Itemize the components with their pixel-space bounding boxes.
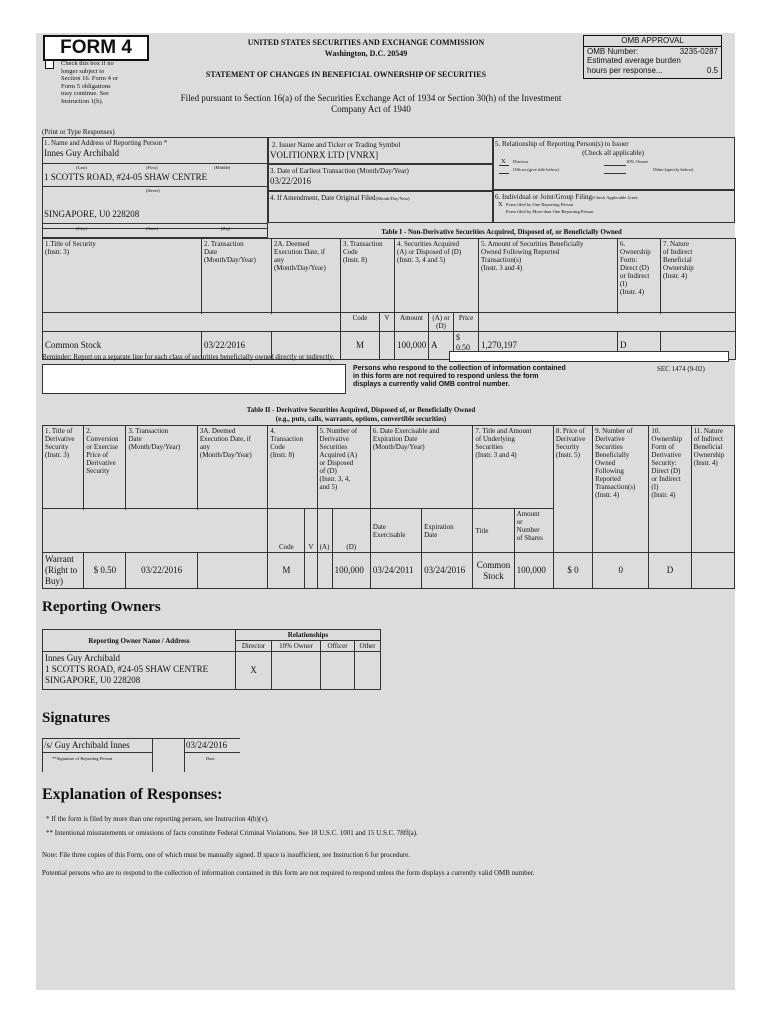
explanation-heading: Explanation of Responses:	[42, 786, 223, 803]
table2-col-code: 4. Transaction Code (Instr. 8)	[268, 426, 317, 509]
box4-sub: (Month/Day/Year)	[375, 196, 410, 201]
t1-row-amount[interactable]: 100,000	[395, 332, 429, 360]
sec-number: SEC 1474 (9-02)	[657, 365, 705, 373]
signature-value[interactable]: /s/ Guy Archibald Innes	[44, 740, 130, 750]
signature-date[interactable]: 03/24/2016	[186, 740, 228, 750]
omb-hours-value: 0.5	[706, 65, 718, 75]
city-state-zip[interactable]: SINGAPORE, U0 228208	[44, 209, 140, 219]
middle-label: (Middle)	[214, 165, 231, 170]
table2-col-conversion: 2. Conversion or Exercise Price of Derivative Security	[84, 426, 126, 509]
table2-col-underlying: 7. Title and Amount of Underlying Securities (Instr. 3 and 4)	[473, 426, 553, 509]
explanation-note4: Potential persons who are to respond to the collection of information contained in this form are not required to respond unless the form displays a currently valid OMB number.	[42, 869, 535, 877]
omb-approval-box	[583, 35, 722, 79]
city-label: (City)	[76, 226, 87, 231]
t2-row-title[interactable]: Warrant (Right to Buy)	[43, 553, 84, 589]
t1-row-owned[interactable]: 1,270,197	[479, 332, 618, 360]
t2-row-date[interactable]: 03/22/2016	[126, 553, 197, 589]
box3-label: 3. Date of Earliest Transaction (Month/Day/Year)	[270, 167, 409, 175]
table1-col-date: 2. Transaction Date (Month/Day/Year)	[202, 239, 272, 313]
table2-sub-code: Code	[268, 509, 305, 553]
t2-row-exercisable[interactable]: 03/24/2011	[370, 553, 421, 589]
form-label: FORM 4	[43, 35, 149, 61]
table2-sub-v: V	[305, 509, 317, 553]
ten-percent-owner-label: 10% Owner	[626, 159, 649, 164]
table2-col-date: 3. Transaction Date (Month/Day/Year)	[126, 426, 197, 509]
t1-row-form[interactable]: D	[618, 332, 661, 360]
ro-row-name[interactable]: Innes Guy Archibald 1 SCOTTS ROAD, #24-05 SHAW CENTRE SINGAPORE, U0 228208	[43, 652, 236, 690]
director-mark[interactable]: X	[501, 158, 506, 165]
omb-hours-label: hours per response...	[587, 65, 663, 75]
table1-sub-price: Price	[454, 313, 479, 332]
state-label: (State)	[146, 226, 159, 231]
reminder-input-large[interactable]	[42, 364, 346, 394]
other-label: Other (specify below)	[653, 167, 694, 172]
reminder-text: Reminder: Report on a separate line for each class of securities beneficially owned directly or indirectly.	[42, 353, 335, 361]
table2-col-exercisable: 6. Date Exercisable and Expiration Date (Month/Day/Year)	[370, 426, 473, 509]
reminder-input[interactable]	[449, 351, 729, 362]
last-label: (Last)	[76, 165, 87, 170]
first-label: (First)	[146, 165, 158, 170]
more-person-label: Form filed by More than One Reporting Person	[506, 209, 594, 214]
earliest-transaction-date[interactable]: 03/22/2016	[270, 176, 312, 186]
t1-row-v[interactable]	[380, 332, 395, 360]
table1-sub-amount: Amount	[395, 313, 429, 332]
table2-col-nature: 11. Nature of Indirect Beneficial Ownership (Instr. 4)	[691, 426, 734, 553]
box4-label: 4. If Amendment, Date Original Filed(Month/Day/Year)	[270, 194, 410, 202]
table2-subtitle: (e.g., puts, calls, warrants, options, convertible securities)	[275, 415, 447, 423]
commission-location: Washington, D.C. 20549	[324, 49, 408, 58]
table2-sub-d: (D)	[332, 509, 370, 553]
t1-row-date[interactable]: 03/22/2016	[202, 332, 272, 360]
one-person-mark[interactable]: X	[498, 201, 503, 208]
commission-name: UNITED STATES SECURITIES AND EXCHANGE COMMISSION	[247, 38, 485, 47]
table1-col-nature: 7. Nature of Indirect Beneficial Ownership (Instr. 4)	[661, 239, 736, 313]
print-type-note: (Print or Type Responses)	[42, 128, 115, 136]
zip-label: (Zip)	[221, 226, 231, 231]
filed-pursuant-line2: Company Act of 1940	[331, 104, 411, 114]
t1-row-title[interactable]: Common Stock	[43, 332, 202, 360]
ro-col-officer: Officer	[321, 641, 355, 652]
table2-col-deemed: 3A. Deemed Execution Date, if any (Month/Day/Year)	[197, 426, 267, 509]
reporting-person-name[interactable]: Innes Guy Archibald	[44, 148, 119, 158]
table1-col-code: 3. Transaction Code (Instr. 8)	[341, 239, 395, 313]
t2-row-deriv-price[interactable]: $ 0	[553, 553, 592, 589]
box5-label: 5. Relationship of Reporting Person(s) to Issuer	[495, 140, 629, 148]
table1-sub-code: Code	[341, 313, 380, 332]
table-row	[43, 553, 735, 589]
t2-row-deemed[interactable]	[197, 553, 267, 589]
officer-label: Officer (give title below)	[513, 167, 559, 172]
table1-col-acquired: 4. Securities Acquired (A) or Disposed of (D) (Instr. 3, 4 and 5)	[395, 239, 479, 313]
t1-row-aord[interactable]: A	[429, 332, 454, 360]
t2-row-nature[interactable]	[691, 553, 734, 589]
t2-row-expiration[interactable]: 03/24/2016	[422, 553, 473, 589]
ro-col-director: Director	[236, 641, 272, 652]
omb-number-value: 3235-0287	[679, 46, 718, 56]
table1-col-owned: 5. Amount of Securities Beneficially Owned Following Reported Transaction(s) (Instr. 3 and 4)	[479, 239, 618, 313]
table1-col-form: 6. Ownership Form: Direct (D) or Indirect (I) (Instr. 4)	[618, 239, 661, 313]
explanation-note3: Note: File three copies of this Form, one of which must be manually signed. If space is insufficient, see Instruction 6 for procedure.	[42, 851, 411, 859]
t2-row-underlying-title[interactable]: Common Stock	[473, 553, 514, 589]
box6-label: 6. Individual or Joint/Group Filing(Check Applicable Line)	[495, 193, 638, 201]
omb-number-label: OMB Number:	[587, 46, 639, 56]
form-page	[36, 33, 735, 990]
signature-label: **Signature of Reporting Person	[52, 756, 113, 761]
table2	[42, 425, 735, 589]
table1	[42, 238, 736, 360]
table2-sub-exercisable: Date Exercisable	[370, 509, 421, 553]
director-label: Director	[513, 159, 529, 164]
table2-col-price: 8. Price of Derivative Security (Instr. 5)	[553, 426, 592, 553]
t2-row-d[interactable]: 100,000	[332, 553, 370, 589]
box1-label: 1. Name and Address of Reporting Person *	[44, 139, 168, 147]
box2-label: 2. Issuer Name and Ticker or Trading Symbol	[272, 141, 401, 149]
table-row	[43, 652, 381, 690]
table1-title: Table I - Non-Derivative Securities Acquired, Disposed of, or Beneficially Owned	[381, 228, 622, 236]
table2-sub-amount: Amount or Number of Shares	[514, 509, 553, 553]
omb-title: OMB APPROVAL	[584, 36, 721, 47]
t2-row-a[interactable]	[317, 553, 332, 589]
table2-col-title: 1. Title of Derivative Security (Instr. 3)	[43, 426, 84, 509]
ro-row-director[interactable]: X	[236, 652, 272, 690]
ro-row-other[interactable]	[355, 652, 381, 690]
t2-row-underlying-amount[interactable]: 100,000	[514, 553, 553, 589]
table1-sub-aord: (A) or (D)	[429, 313, 454, 332]
statement-title: STATEMENT OF CHANGES IN BENEFICIAL OWNERSHIP OF SECURITIES	[205, 70, 487, 79]
box5-sub: (Check all applicable)	[582, 149, 644, 157]
persons-note: Persons who respond to the collection of information contained in this form are not required to respond unless the form displays a currently valid OMB control number.	[353, 365, 566, 388]
table2-sub-expiration: Expiration Date	[422, 509, 473, 553]
table2-sub-a: (A)	[317, 509, 332, 553]
table1-col-title: 1.Title of Security (Instr. 3)	[43, 239, 202, 313]
t1-row-price[interactable]: $ 0.50	[454, 332, 479, 360]
table1-sub-v: V	[380, 313, 395, 332]
box6-sub: (Check Applicable Line)	[592, 195, 638, 200]
ro-col-owner: 10% Owner	[272, 641, 321, 652]
one-person-label: Form filed by One Reporting Person	[506, 202, 574, 207]
table2-col-owned: 9. Number of Derivative Securities Beneficially Owned Following Reported Transaction(s) (Instr. 4)	[593, 426, 649, 553]
explanation-note1: * If the form is filed by more than one reporting person, see Instruction 4(b)(v).	[46, 815, 269, 823]
no-longer-subject-checkbox[interactable]	[45, 60, 54, 69]
table2-sub-title: Title	[473, 509, 514, 553]
reporting-owners-table	[42, 629, 381, 690]
t2-row-form[interactable]: D	[649, 553, 691, 589]
ro-row-owner[interactable]	[272, 652, 321, 690]
omb-burden-label: Estimated average burden	[587, 56, 681, 65]
reporting-owners-heading: Reporting Owners	[42, 599, 161, 615]
ro-col-relationships: Relationships	[236, 630, 381, 641]
ro-col-name: Reporting Owner Name / Address	[43, 630, 236, 652]
explanation-note2: ** Intentional misstatements or omissions of facts constitute Federal Criminal Violations. See 18 U.S.C. 1001 and 15 U.S.C. 78ff(a).	[46, 829, 418, 837]
t2-row-conversion[interactable]: $ 0.50	[84, 553, 126, 589]
table1-col-deemed: 2A. Deemed Execution Date, if any (Month/Day/Year)	[272, 239, 341, 313]
t2-row-code[interactable]: M	[268, 553, 305, 589]
issuer-name[interactable]: VOLITIONRX LTD [VNRX]	[270, 150, 379, 160]
street-label: (Street)	[146, 188, 160, 193]
checkbox-instructions: Check this box if no longer subject to Section 16. Form 4 or Form 5 obligations may continue. See Instruction 1(b).	[61, 60, 118, 105]
t1-row-code[interactable]: M	[341, 332, 380, 360]
t2-row-owned[interactable]: 0	[593, 553, 649, 589]
ro-col-other: Other	[355, 641, 381, 652]
table2-col-number: 5. Number of Derivative Securities Acquired (A) or Disposed of (D) (Instr. 3, 4, and 5)	[317, 426, 370, 509]
signatures-heading: Signatures	[42, 710, 111, 726]
street-address[interactable]: 1 SCOTTS ROAD, #24-05 SHAW CENTRE	[44, 172, 208, 182]
filed-pursuant-line1: Filed pursuant to Section 16(a) of the Securities Exchange Act of 1934 or Section 30(h) of the Investment	[180, 93, 562, 103]
table2-col-form: 10. Ownership Form of Derivative Security: Direct (D) or Indirect (I) (Instr. 4)	[649, 426, 691, 553]
ro-row-officer[interactable]	[321, 652, 355, 690]
date-label: Date	[206, 756, 215, 761]
t2-row-v[interactable]	[305, 553, 317, 589]
table2-title: Table II - Derivative Securities Acquired, Disposed of, or Beneficially Owned	[246, 406, 476, 414]
